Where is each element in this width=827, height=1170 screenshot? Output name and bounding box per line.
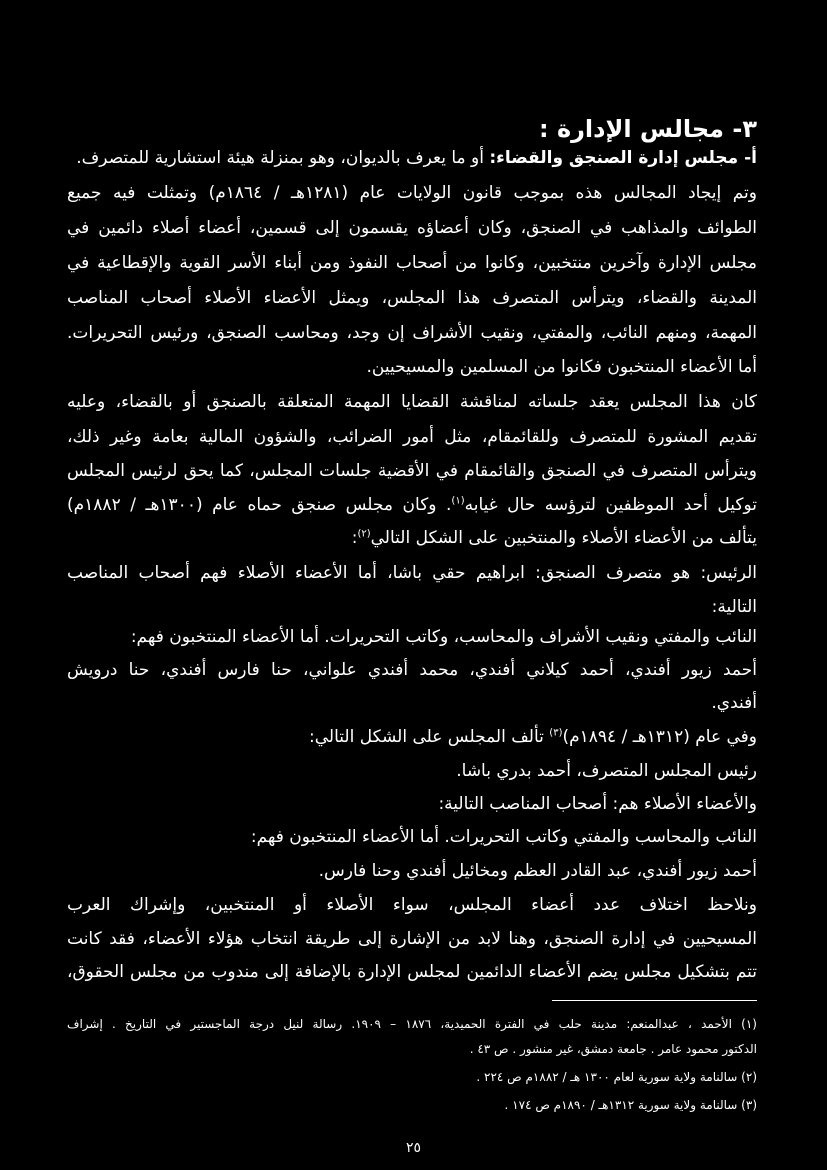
text-line-1 xyxy=(67,143,757,173)
text-span: وفي عام (١٣١٢هـ / ١٨٩٤م) xyxy=(562,727,757,747)
text-line-14: التالية: xyxy=(711,597,757,617)
text-line-11 xyxy=(67,490,757,520)
text-line-2: وتم إيجاد المجالس هذه بموجب قانون الولايات عام (١٢٨١هـ / ١٨٦٤م) وتمثلت فيه جميع xyxy=(67,183,757,203)
text-line-12 xyxy=(67,523,757,553)
footnote-3: (٣) سالنامة ولاية سورية ١٣١٢هـ / ١٨٩٠م ص ١٧٤ . xyxy=(504,1098,757,1112)
text-line-6: المهمة، ومنهم النائب، والمفتي، ونقيب الأشراف إن وجد، ومحاسب الصنجق، ورئيس التحريرات. xyxy=(67,323,757,343)
text-line-23: ونلاحظ اختلاف عدد أعضاء المجلس، سواء الأصلاء أو المنتخبين، وإشراك العرب xyxy=(67,895,757,915)
text-line-15: النائب والمفتي ونقيب الأشراف والمحاسب، وكاتب التحريرات. أما الأعضاء المنتخبون فهم: xyxy=(130,627,757,647)
text-line-4: مجلس الإدارة وآخرين منتخبين، وكانوا من أصحاب النفوذ ومن أبناء الأسر القوية والإقطاعية في xyxy=(67,253,757,273)
text-line-24: المسيحيين في إدارة الصنجق، وهنا لابد من الإشارة إلى طريقة انتخاب هؤلاء الأعضاء، فقد كانت xyxy=(67,929,757,949)
section-heading: ٣- مجالس الإدارة : xyxy=(538,115,757,143)
text-line-8: كان هذا المجلس يعقد جلساته لمناقشة القضايا المهمة المتعلقة بالصنجق أو بالقضاء، وعليه xyxy=(67,392,757,412)
text-span: يتألف من الأعضاء الأصلاء والمنتخبين على الشكل التالي xyxy=(370,528,757,548)
footnote-1-continued: الدكتور محمود عامر . جامعة دمشق، غير منشور . ص ٤٣ . xyxy=(469,1042,757,1056)
footnote-1: (١) الأحمد ، عبدالمنعم: مدينة حلب في الفترة الحميدية، ١٨٧٦ – ١٩٠٩. رسالة لنيل درجة الماجستير في التاريخ . إشراف xyxy=(67,1017,757,1031)
footnote-separator xyxy=(552,1000,757,1001)
text-line-7: أما الأعضاء المنتخبون فكانوا من المسلمين والمسيحيين. xyxy=(366,357,757,377)
footnote-ref-2: (٢) xyxy=(357,528,371,540)
footnote-ref-3: (٣) xyxy=(549,727,563,739)
text-span: أو ما يعرف بالديوان، وهو بمنزلة هيئة استشارية للمتصرف. xyxy=(76,148,490,168)
text-line-5: المدينة والقضاء، ويترأس المتصرف هذا المجلس، ويمثل الأعضاء الأصلاء أصحاب المناصب xyxy=(67,288,757,308)
text-span: تألف المجلس على الشكل التالي: xyxy=(309,727,550,747)
text-span: : xyxy=(351,528,358,548)
text-line-22: أحمد زيور أفندي، عبد القادر العظم ومخائيل أفندي وحنا فارس. xyxy=(318,861,757,881)
text-line-18 xyxy=(67,722,757,752)
text-line-10: ويترأس المتصرف في الصنجق والقائمقام في الأقضية جلسات المجلس، كما يحق لرئيس المجلس xyxy=(67,461,757,481)
text-line-20: والأعضاء الأصلاء هم: أصحاب المناصب التالية: xyxy=(438,794,757,814)
subsection-label: أ- مجلس إدارة الصنجق والقضاء: xyxy=(489,148,757,168)
text-span: . وكان مجلس صنجق حماه عام (١٣٠٠هـ / ١٨٨٢م) xyxy=(67,495,452,515)
page-number: ٢٥ xyxy=(405,1140,422,1156)
text-line-19: رئيس المجلس المتصرف، أحمد بدري باشا. xyxy=(456,761,757,781)
text-line-16: أحمد زيور أفندي، أحمد كيلاني أفندي، محمد أفندي علواني، حنا فارس أفندي، حنا درويش xyxy=(67,660,757,680)
text-line-25: تتم بتشكيل مجلس يضم الأعضاء الدائمين لمجلس الإدارة بالإضافة إلى مندوب من مجلس الحقوق، xyxy=(67,962,757,982)
text-line-17: أفندي. xyxy=(711,693,757,713)
footnote-2: (٢) سالنامة ولاية سورية لعام ١٣٠٠ هـ / ١٨٨٢م ص ٢٢٤ . xyxy=(476,1070,757,1084)
text-line-3: الطوائف والمذاهب في الصنجق، وكان أعضاؤه يقسمون إلى قسمين، أعضاء أصلاء دائمين في xyxy=(67,218,757,238)
text-line-9: تقديم المشورة للمتصرف وللقائمقام، مثل أمور الضرائب، والشؤون المالية بعامة وغير ذلك، xyxy=(67,427,757,447)
text-line-21: النائب والمحاسب والمفتي وكاتب التحريرات. أما الأعضاء المنتخبون فهم: xyxy=(250,827,757,847)
footnote-ref-1: (١) xyxy=(451,495,465,507)
text-span: توكيل أحد الموظفين لترؤسه حال غيابه xyxy=(464,495,757,515)
text-line-13: الرئيس: هو متصرف الصنجق: ابراهيم حقي باشا، أما الأعضاء الأصلاء فهم أصحاب المناصب xyxy=(67,563,757,583)
